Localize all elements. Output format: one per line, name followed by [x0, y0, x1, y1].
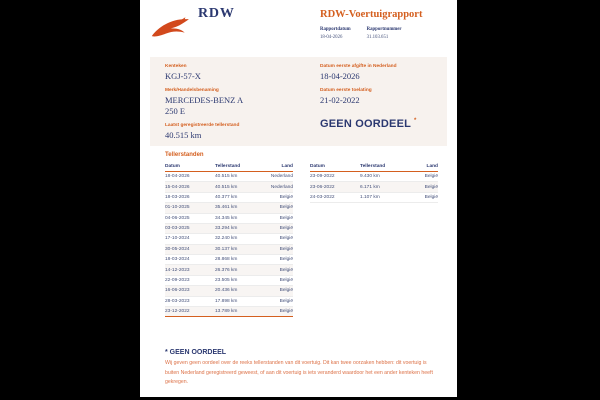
- verdict-text: [320, 118, 445, 130]
- vehicle-info-left-column: [165, 64, 310, 141]
- report-meta: [320, 27, 402, 40]
- table-row: [310, 172, 438, 182]
- cell-tellerstand: 30.137 km: [215, 244, 263, 254]
- laatste-tellerstand-label: Laatst geregistreerde tellerstand: [165, 123, 240, 128]
- toelating-value: 21-02-2022: [320, 95, 360, 105]
- vehicle-info-right-column: [320, 64, 445, 130]
- cell-datum: 22-09-2023: [165, 275, 215, 285]
- table-row: [165, 296, 293, 306]
- column-header-datum: Datum: [165, 162, 215, 172]
- table-row: [165, 255, 293, 265]
- table-row: [165, 275, 293, 285]
- vehicle-report-document: [140, 0, 457, 397]
- report-date-block: [320, 27, 351, 40]
- afgifte-value: 18-04-2026: [320, 71, 360, 81]
- cell-land: België: [263, 192, 293, 202]
- tellerstanden-tables: [165, 162, 437, 317]
- cell-land: België: [263, 306, 293, 316]
- afgifte-label: Datum eerste afgifte in Nederland: [320, 64, 397, 69]
- table-row: [165, 286, 293, 296]
- cell-datum: 14-12-2023: [165, 265, 215, 275]
- table-row: [165, 234, 293, 244]
- tellerstanden-section-title: Tellerstanden: [165, 152, 204, 158]
- cell-datum: 23-09-2022: [310, 172, 360, 182]
- table-row: [165, 306, 293, 316]
- kenteken-value: KGJ-57-X: [165, 71, 201, 81]
- report-number-value: 31.103.651: [366, 34, 389, 40]
- merk-label: Merk/Handelsbenaming: [165, 88, 219, 93]
- cell-datum: 16-06-2023: [165, 286, 215, 296]
- cell-datum: 01-10-2025: [165, 203, 215, 213]
- cell-tellerstand: 34.345 km: [215, 213, 263, 223]
- cell-datum: 23-06-2022: [310, 182, 360, 192]
- cell-tellerstand: 35.461 km: [215, 203, 263, 213]
- report-number-block: [367, 27, 402, 40]
- cell-tellerstand: 40.515 km: [215, 182, 263, 192]
- table-row: [165, 192, 293, 202]
- cell-land: België: [263, 213, 293, 223]
- table-row: [165, 244, 293, 254]
- cell-land: België: [263, 255, 293, 265]
- report-number-label: Rapportnummer: [366, 27, 402, 32]
- merk-line1: MERCEDES-BENZ A: [165, 95, 244, 105]
- cell-tellerstand: 40.377 km: [215, 192, 263, 202]
- cell-land: België: [263, 223, 293, 233]
- column-header-tellerstand: Tellerstand: [215, 162, 263, 172]
- table-row: [165, 265, 293, 275]
- footnote-text: Wij geven geen oordeel over de reeks tellerstanden van dit voertuig. Dit kan twee oorzaken hebben: dit voertuig is buiten Nederland geregistreerd geweest, of aan dit voertuig is iets veranderd waardoor het een ander kenteken heeft gekregen.: [165, 360, 433, 385]
- cell-tellerstand: 23.505 km: [215, 275, 263, 285]
- verdict-label: GEEN OORDEEL: [320, 118, 412, 130]
- cell-tellerstand: 1.107 km: [360, 192, 408, 202]
- rdw-logo-icon: [149, 12, 191, 42]
- cell-land: België: [263, 203, 293, 213]
- tellerstanden-table-right: [310, 162, 438, 203]
- cell-datum: 28-03-2023: [165, 296, 215, 306]
- cell-datum: 18-03-2026: [165, 192, 215, 202]
- table-header-row: [310, 162, 438, 172]
- tellerstanden-table-left: [165, 162, 293, 317]
- cell-land: België: [263, 296, 293, 306]
- cell-land: België: [408, 182, 438, 192]
- verdict-asterisk: *: [414, 118, 417, 125]
- column-header-tellerstand: Tellerstand: [360, 162, 408, 172]
- cell-land: Nederland: [263, 172, 293, 182]
- cell-land: België: [263, 286, 293, 296]
- cell-datum: 24-03-2022: [310, 192, 360, 202]
- cell-land: België: [263, 234, 293, 244]
- cell-tellerstand: 28.868 km: [215, 255, 263, 265]
- cell-datum: 04-06-2025: [165, 213, 215, 223]
- table-row: [165, 172, 293, 182]
- cell-datum: 17-10-2024: [165, 234, 215, 244]
- column-header-land: Land: [263, 162, 293, 172]
- cell-tellerstand: 9.430 km: [360, 172, 408, 182]
- cell-tellerstand: 13.789 km: [215, 306, 263, 316]
- table-row: [165, 213, 293, 223]
- cell-land: België: [408, 172, 438, 182]
- cell-tellerstand: 20.436 km: [215, 286, 263, 296]
- table-row: [165, 182, 293, 192]
- column-header-datum: Datum: [310, 162, 360, 172]
- cell-tellerstand: 40.515 km: [215, 172, 263, 182]
- report-date-value: 18-04-2026: [320, 34, 343, 40]
- report-title: RDW-Voertuigrapport: [320, 9, 423, 20]
- cell-land: Nederland: [263, 182, 293, 192]
- kenteken-label: Kenteken: [165, 64, 187, 69]
- cell-land: België: [263, 244, 293, 254]
- cell-datum: 18-03-2024: [165, 255, 215, 265]
- rdw-logo-text: RDW: [198, 6, 235, 21]
- cell-land: België: [408, 192, 438, 202]
- cell-datum: 03-03-2025: [165, 223, 215, 233]
- cell-datum: 18-04-2026: [165, 172, 215, 182]
- toelating-label: Datum eerste toelating: [320, 88, 372, 93]
- merk-line2: 250 E: [165, 106, 186, 116]
- table-row: [310, 182, 438, 192]
- merk-value: [165, 95, 310, 117]
- cell-tellerstand: 26.376 km: [215, 265, 263, 275]
- table-row: [165, 203, 293, 213]
- laatste-tellerstand-value: 40.515 km: [165, 130, 202, 140]
- cell-datum: 30-05-2024: [165, 244, 215, 254]
- cell-tellerstand: 32.240 km: [215, 234, 263, 244]
- cell-land: België: [263, 265, 293, 275]
- footnote-title: * GEEN OORDEEL: [165, 349, 227, 356]
- cell-land: België: [263, 275, 293, 285]
- vehicle-info-panel: [150, 57, 447, 146]
- cell-tellerstand: 17.898 km: [215, 296, 263, 306]
- column-header-land: Land: [408, 162, 438, 172]
- report-date-label: Rapportdatum: [320, 27, 351, 32]
- cell-tellerstand: 33.294 km: [215, 223, 263, 233]
- cell-datum: 23-12-2022: [165, 306, 215, 316]
- table-row: [310, 192, 438, 202]
- table-header-row: [165, 162, 293, 172]
- cell-tellerstand: 6.171 km: [360, 182, 408, 192]
- cell-datum: 15-04-2026: [165, 182, 215, 192]
- table-row: [165, 223, 293, 233]
